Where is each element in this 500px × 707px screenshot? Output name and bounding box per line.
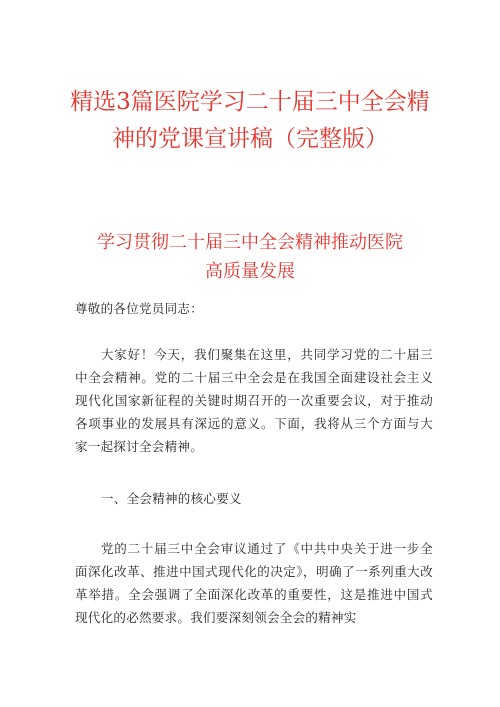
- speech-title-line-1: 学习贯彻二十届三中全会精神推动医院: [97, 232, 403, 253]
- salutation: 尊敬的各位党员同志：: [75, 301, 204, 316]
- speech-title: [80, 228, 420, 286]
- document-title: [60, 84, 440, 158]
- document-title-line-1: 精选3篇医院学习二十届三中全会精: [70, 89, 430, 115]
- document-title-line-2: 神的党课宣讲稿（完整版）: [112, 126, 388, 152]
- speech-title-line-2: 高质量发展: [205, 261, 295, 282]
- paragraph-core-essentials: 党的二十届三中全会审议通过了《中共中央关于进一步全面深化改革、推进中国式现代化的决定》，明确了一系列重大改革举措。全会强调了全面深化改革的重要性，这是推进中国式现代化的必然要求。我们要深刻领会全会的精神实: [75, 541, 433, 625]
- section-heading-1: 一、全会精神的核心要义: [101, 491, 242, 506]
- paragraph-introduction: 大家好！今天，我们聚集在这里，共同学习党的二十届三中全会精神。党的二十届三中全会是在我国全面建设社会主义现代化国家新征程的关键时期召开的一次重要会议，对于推动各项事业的发展具有深远的意义。下面，我将从三个方面与大家一起探讨全会精神。: [75, 347, 433, 454]
